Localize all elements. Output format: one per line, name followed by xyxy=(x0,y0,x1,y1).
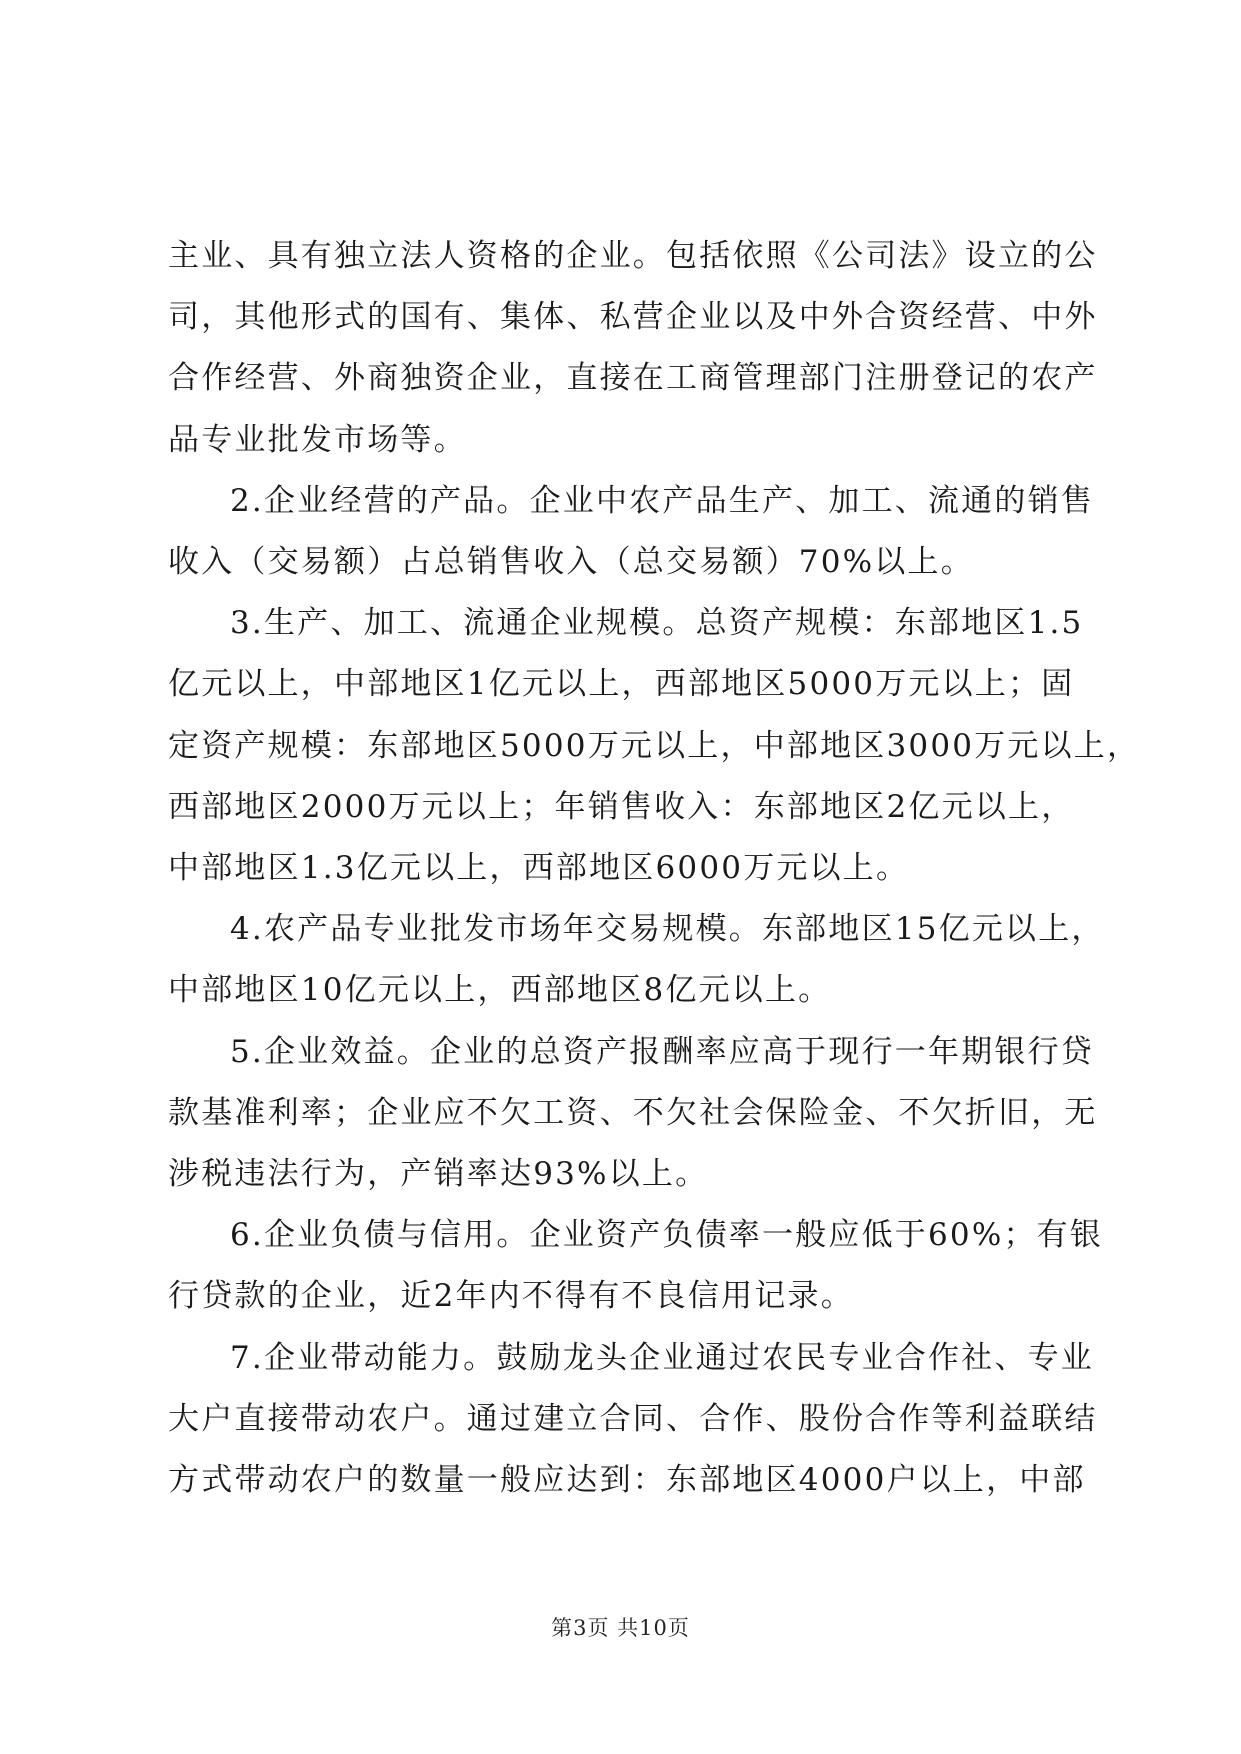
paragraph-line: 收入（交易额）占总销售收入（总交易额）70%以上。 xyxy=(168,544,974,581)
paragraph-line: 司，其他形式的国有、集体、私营企业以及中外合资经营、中外 xyxy=(168,299,1098,336)
paragraph-line: 6.企业负债与信用。企业资产负债率一般应低于60%；有银 xyxy=(230,1217,1104,1254)
paragraph-line: 品专业批发市场等。 xyxy=(168,421,467,458)
paragraph-line: 亿元以上，中部地区1亿元以上，西部地区5000万元以上；固 xyxy=(168,666,1075,703)
paragraph-line: 合作经营、外商独资企业，直接在工商管理部门注册登记的农产 xyxy=(168,360,1098,397)
paragraph-line: 定资产规模：东部地区5000万元以上，中部地区3000万元以上， xyxy=(168,727,1141,764)
paragraph-4 xyxy=(168,899,1105,1021)
paragraph-7 xyxy=(168,1328,1098,1512)
paragraph-line: 7.企业带动能力。鼓励龙头企业通过农民专业合作社、专业 xyxy=(230,1339,1094,1376)
paragraph-line: 大户直接带动农户。通过建立合同、合作、股份合作等利益联结 xyxy=(168,1400,1098,1437)
paragraph-1 xyxy=(168,226,1098,471)
paragraph-line: 中部地区1.3亿元以上，西部地区6000万元以上。 xyxy=(168,850,910,887)
paragraph-line: 5.企业效益。企业的总资产报酬率应高于现行一年期银行贷 xyxy=(230,1033,1094,1070)
paragraph-3 xyxy=(168,593,1141,899)
paragraph-line: 行贷款的企业，近2年内不得有不良信用记录。 xyxy=(168,1278,854,1315)
document-body xyxy=(168,226,1141,1511)
paragraph-line: 中部地区10亿元以上，西部地区8亿元以上。 xyxy=(168,972,832,1009)
paragraph-line: 涉税违法行为，产销率达93%以上。 xyxy=(168,1156,709,1193)
paragraph-5 xyxy=(168,1022,1098,1206)
paragraph-line: 4.农产品专业批发市场年交易规模。东部地区15亿元以上， xyxy=(230,911,1105,948)
paragraph-6 xyxy=(168,1205,1104,1327)
paragraph-2 xyxy=(168,471,1094,593)
paragraph-line: 主业、具有独立法人资格的企业。包括依照《公司法》设立的公 xyxy=(168,238,1098,274)
paragraph-line: 款基准利率；企业应不欠工资、不欠社会保险金、不欠折旧，无 xyxy=(168,1094,1098,1131)
paragraph-line: 2.企业经营的产品。企业中农产品生产、加工、流通的销售 xyxy=(230,482,1094,519)
paragraph-line: 3.生产、加工、流通企业规模。总资产规模：东部地区1.5 xyxy=(230,605,1084,642)
paragraph-line: 方式带动农户的数量一般应达到：东部地区4000户以上，中部 xyxy=(168,1462,1086,1499)
paragraph-line: 西部地区2000万元以上；年销售收入：东部地区2亿元以上， xyxy=(168,788,1075,825)
page-footer: 第3页 共10页 xyxy=(551,1616,690,1640)
